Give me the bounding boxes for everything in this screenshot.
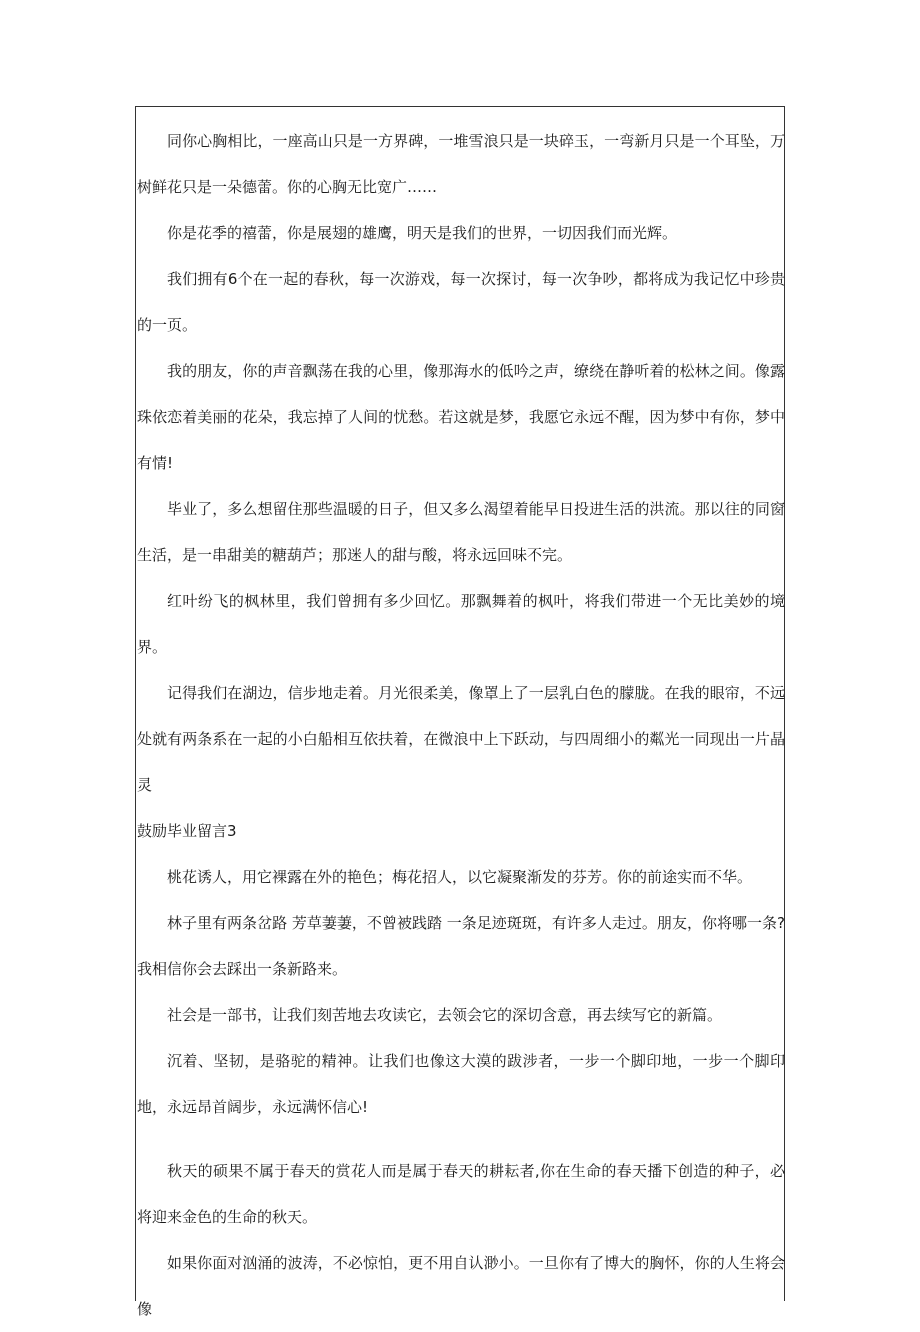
paragraph: 毕业了，多么想留住那些温暖的日子，但又多么渴望着能早日投进生活的洪流。那以往的同窗生活，是一串甜美的糖葫芦；那迷人的甜与酸，将永远回味不完。 [137, 500, 785, 564]
paragraph-gap [137, 1130, 785, 1148]
paragraph: 沉着、坚韧，是骆驼的精神。让我们也像这大漠的跋涉者，一步一个脚印地，一步一个脚印地，永远昂首阔步，永远满怀信心! [137, 1052, 785, 1116]
paragraph: 桃花诱人，用它裸露在外的艳色；梅花招人，以它凝聚渐发的芬芳。你的前途实而不华。 [167, 868, 753, 886]
paragraph: 如果你面对汹涌的波涛，不必惊怕，更不用自认渺小。一旦你有了博大的胸怀，你的人生将会像 [137, 1254, 785, 1318]
section-title: 鼓励毕业留言3 [137, 822, 237, 840]
paragraph: 你是花季的禧蕾，你是展翅的雄鹰，明天是我们的世界，一切因我们而光辉。 [167, 224, 678, 242]
paragraph: 红叶纷飞的枫林里，我们曾拥有多少回忆。那飘舞着的枫叶，将我们带进一个无比美妙的境界。 [137, 592, 785, 656]
paragraph: 社会是一部书，让我们刻苦地去攻读它，去领会它的深切含意，再去续写它的新篇。 [167, 1006, 723, 1024]
paragraph: 我们拥有6个在一起的春秋，每一次游戏，每一次探讨，每一次争吵，都将成为我记忆中珍贵的一页。 [137, 270, 785, 334]
document-body [137, 106, 785, 1332]
paragraph: 秋天的硕果不属于春天的赏花人而是属于春天的耕耘者,你在生命的春天播下创造的种子，必将迎来金色的生命的秋天。 [137, 1162, 785, 1226]
paragraph: 我的朋友，你的声音飘荡在我的心里，像那海水的低吟之声，缭绕在静听着的松林之间。像露珠依恋着美丽的花朵，我忘掉了人间的忧愁。若这就是梦，我愿它永远不醒，因为梦中有你，梦中有情! [137, 362, 785, 472]
paragraph: 记得我们在湖边，信步地走着。月光很柔美，像罩上了一层乳白色的朦胧。在我的眼帘，不远处就有两条系在一起的小白船相互依扶着，在微浪中上下跃动，与四周细小的粼光一同现出一片晶灵 [137, 684, 785, 794]
paragraph: 同你心胸相比，一座高山只是一方界碑，一堆雪浪只是一块碎玉，一弯新月只是一个耳坠，万树鲜花只是一朵德蕾。你的心胸无比宽广…… [137, 132, 785, 196]
paragraph: 林子里有两条岔路 芳草萋萋，不曾被践踏 一条足迹斑斑，有许多人走过。朋友，你将哪一条?我相信你会去踩出一条新路来。 [137, 914, 785, 978]
